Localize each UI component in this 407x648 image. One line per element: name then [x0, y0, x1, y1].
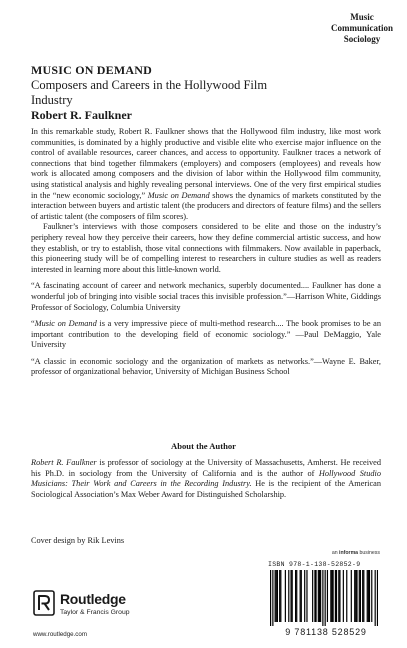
barcode-bar	[356, 570, 357, 622]
text-run: “A classic in economic sociology and the organization of markets as networks.”—Wayne E. Baker, professor of organizational behavior, University of Michigan Business School	[31, 356, 381, 377]
barcode-bar	[327, 570, 328, 622]
barcode-bar	[351, 570, 352, 622]
barcode-bar	[312, 570, 313, 622]
barcode-bar	[331, 570, 332, 622]
barcode-bar	[272, 570, 273, 626]
barcode-bar	[290, 570, 291, 622]
italic-text: Music on Demand	[34, 319, 97, 329]
barcode-bar	[371, 570, 372, 622]
barcode-bar	[314, 570, 315, 622]
barcode-bar	[279, 570, 280, 622]
subject-communication: Communication	[330, 23, 393, 33]
italic-text: Robert R. Faulkner	[31, 458, 97, 467]
barcode-bar	[335, 570, 336, 622]
publisher-website: www.routledge.com	[33, 631, 87, 638]
book-subtitle: Composers and Careers in the Hollywood Film Industry	[31, 78, 268, 107]
informa-suffix: business	[358, 550, 380, 556]
barcode-bar	[270, 570, 271, 626]
italic-text: Hollywood Studio Musicians: Their Work and Careers in the Recording Industry.	[31, 468, 381, 489]
review-quote	[31, 357, 381, 378]
barcode-digits: 9 781138 528529	[285, 627, 367, 637]
publisher-group: Taylor & Francis Group	[60, 609, 130, 616]
barcode-bar	[338, 570, 339, 622]
blurb-paragraph	[31, 222, 381, 275]
blurb-paragraph	[31, 127, 381, 222]
blurb	[31, 127, 381, 378]
barcode-bar	[295, 570, 296, 622]
text-run: is a very impressive piece of multi-method research.... The book promises to be an important contribution to the developing field of economic sociology.” —Paul DeMaggio, Yale University	[31, 319, 382, 350]
barcode-bar	[292, 570, 293, 622]
barcode-bar	[315, 570, 316, 622]
text-run: He is the recipient of the American Sociological Association’s Max Weber Award for Distinguished Scholarship.	[31, 479, 381, 499]
text-run: In this remarkable study, Robert R. Faulkner shows that the Hollywood film industry, like most work communities, is dominated by a highly productive and visible elite who exercise major influence on the control of available resources, career chances, and access to opportunity. Faulkner traces a network of connections that bind together filmmakers (employers) and composers (employees) and reveals how work is allocated among composers and the division of labor within the Hollywood film community, using statistical analysis and highly revealing personal interviews. One of the very first empirical studies in the “new economic sociology,”	[31, 127, 381, 200]
barcode-bar	[375, 570, 376, 626]
barcode-bar	[322, 570, 323, 626]
barcode-bar	[296, 570, 297, 622]
barcode-bar	[346, 570, 347, 622]
subject-music: Music	[350, 12, 374, 22]
barcode-bar	[362, 570, 363, 622]
barcode-bar	[363, 570, 364, 622]
barcode-bar	[300, 570, 301, 622]
barcode-bar	[325, 570, 326, 626]
barcode-bar	[280, 570, 281, 622]
barcode-bar	[319, 570, 320, 622]
barcode-bar	[369, 570, 370, 622]
barcode-bar	[320, 570, 321, 622]
text-run: shows the dynamics of markets constituted by the interaction between buyers and artistic talent (the producers and directors of feature films) and the sellers of artistic talent (the composers of film scores).	[31, 190, 381, 221]
informa-prefix: an	[331, 550, 340, 556]
publisher-name: Routledge	[60, 591, 126, 607]
barcode-bar	[368, 570, 369, 622]
barcode-bar	[276, 570, 277, 622]
barcode-bar	[339, 570, 340, 622]
book-title: MUSIC ON DEMAND	[31, 63, 152, 77]
about-author-text	[31, 458, 381, 500]
barcode-bar	[318, 570, 319, 622]
barcode-bar	[288, 570, 289, 622]
barcode-bar	[343, 570, 344, 622]
text-run: “	[31, 319, 35, 329]
review-quote	[31, 319, 381, 351]
text-run: is professor of sociology at the University of Massachusetts, Amherst. He received his Ph.D. in sociology from the University of California and is the author of	[31, 458, 381, 478]
book-author: Robert R. Faulkner	[31, 108, 132, 122]
text-run: Faulkner’s interviews with those composers considered to be elite and those on the industry’s periphery reveal how they perceive their careers, how they define commercial artistic success, and how they establish, or try to establish, those vital connections with filmmakers. Now available in paperback, this pioneering study will be of compelling interest to researchers in culture studies as well as readers interested in learning more about this little-known world.	[31, 222, 381, 274]
subject-sociology: Sociology	[343, 34, 381, 44]
barcode-bar	[377, 570, 378, 626]
barcode-bar	[304, 570, 305, 622]
about-author-heading: About the Author	[171, 441, 236, 451]
barcode-bar	[330, 570, 331, 622]
informa-brand: informa	[339, 550, 359, 556]
barcode-bar	[301, 570, 302, 622]
barcode-bar	[306, 570, 307, 622]
barcode-bar	[285, 570, 286, 622]
cover-design-credit: Cover design by Rik Levins	[31, 536, 125, 545]
review-quote	[31, 281, 381, 313]
barcode-bar	[360, 570, 361, 622]
barcode-bar	[355, 570, 356, 622]
barcode-bar	[367, 570, 368, 622]
barcode-bar	[275, 570, 276, 622]
italic-text: Music on Demand	[147, 190, 210, 200]
informa-tag	[332, 550, 380, 556]
barcode-bar	[359, 570, 360, 622]
barcode-bar	[333, 570, 334, 622]
barcode-icon	[270, 570, 378, 626]
barcode-bar	[354, 570, 355, 622]
routledge-logo-icon	[33, 590, 55, 616]
barcode-bar	[336, 570, 337, 622]
isbn-text: ISBN 978-1-138-52852-9	[268, 561, 361, 568]
text-run: “A fascinating account of career and network mechanics, superbly documented.... Faulkner has done a wonderful job of bringing into visible social traces this invisible profession.”—Harrison White, Giddings Professor of Sociology, Columbia University	[31, 281, 381, 312]
barcode-bar	[277, 570, 278, 622]
subject-categories	[331, 12, 393, 45]
